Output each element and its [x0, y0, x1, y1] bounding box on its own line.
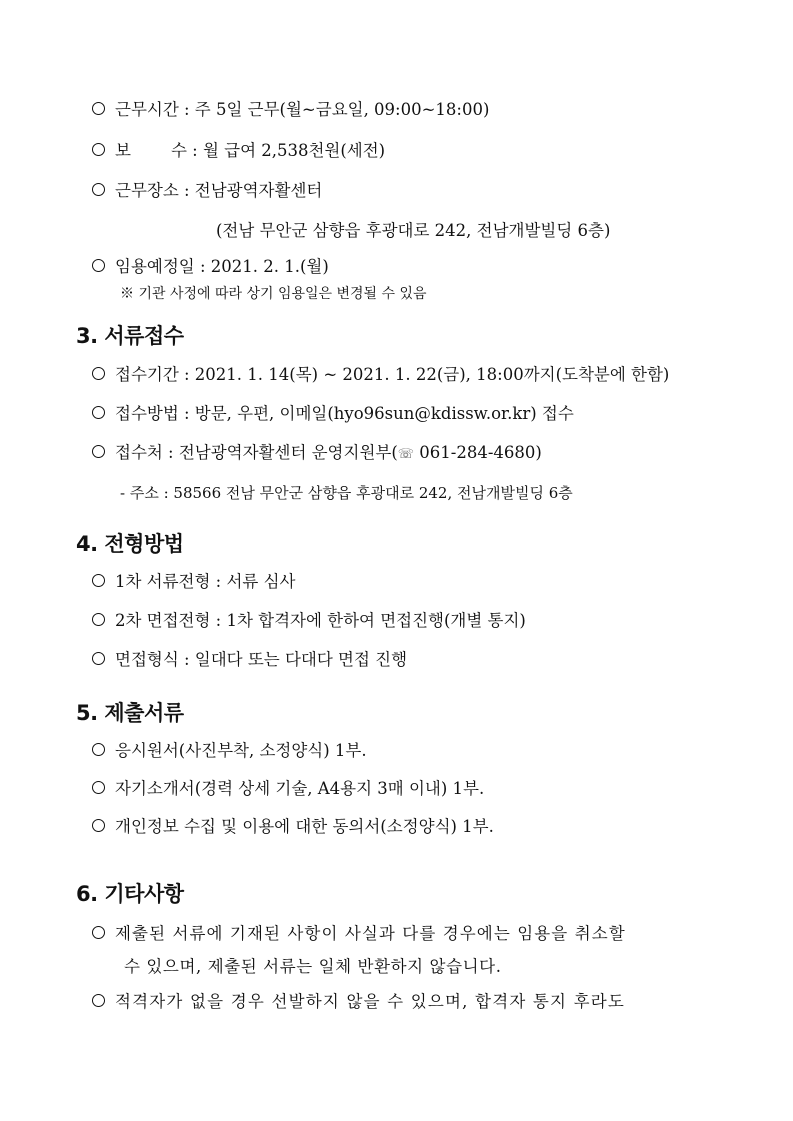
work-place-text: 근무장소 : 전남광역자활센터 — [115, 181, 323, 200]
other-item-1-line1: 제출된 서류에 기재된 사항이 사실과 다를 경우에는 임용을 취소할 — [115, 924, 626, 943]
pay-text: 수 : 월 급여 2,538천원(세전) — [170, 141, 386, 160]
receipt-address: - 주소 : 58566 전남 무안군 삼향읍 후광대로 242, 전남개발빌딩 6층 — [120, 484, 573, 502]
receipt-method-text: 접수방법 : 방문, 우편, 이메일(hyo96sun@kdissw.or.kr) 접수 — [115, 404, 574, 423]
other-item-1 — [92, 922, 626, 946]
circle-bullet-icon — [92, 367, 105, 380]
receipt-place-item — [92, 441, 542, 467]
start-date-item — [92, 255, 329, 279]
start-date-note: ※ 기관 사정에 따라 상기 임용일은 변경될 수 있음 — [120, 286, 427, 302]
circle-bullet-icon — [92, 406, 105, 419]
section-heading-6: 6. 기타사항 — [76, 882, 184, 906]
receipt-phone-text: 061-284-4680) — [414, 443, 542, 462]
work-hours-text: 근무시간 : 주 5일 근무(월~금요일, 09:00~18:00) — [115, 100, 490, 119]
start-date-text: 임용예정일 : 2021. 2. 1.(월) — [115, 257, 329, 276]
work-hours-item — [92, 98, 489, 122]
section-heading-4: 4. 전형방법 — [76, 532, 184, 556]
work-place-item — [92, 179, 322, 203]
interview-format-item — [92, 648, 407, 672]
circle-bullet-icon — [92, 743, 105, 756]
circle-bullet-icon — [92, 926, 105, 939]
work-place-address: (전남 무안군 삼향읍 후광대로 242, 전남개발빌딩 6층) — [216, 221, 611, 240]
section-heading-5: 5. 제출서류 — [76, 701, 184, 725]
pay-label: 보 — [115, 141, 131, 160]
receipt-method-item — [92, 402, 574, 426]
circle-bullet-icon — [92, 102, 105, 115]
document-item-2 — [92, 777, 484, 801]
interview-format-text: 면접형식 : 일대다 또는 다대다 면접 진행 — [115, 650, 408, 669]
screening-step1-text: 1차 서류전형 : 서류 심사 — [115, 572, 296, 591]
circle-bullet-icon — [92, 819, 105, 832]
circle-bullet-icon — [92, 994, 105, 1007]
section-heading-3: 3. 서류접수 — [76, 324, 184, 348]
circle-bullet-icon — [92, 613, 105, 626]
phone-icon: ☏ — [397, 447, 415, 462]
screening-step2-item — [92, 609, 526, 633]
pay-item — [92, 139, 385, 163]
document-item-1 — [92, 739, 367, 763]
circle-bullet-icon — [92, 183, 105, 196]
document-text-2: 자기소개서(경력 상세 기술, A4용지 3매 이내) 1부. — [115, 779, 485, 798]
circle-bullet-icon — [92, 143, 105, 156]
receipt-period-text: 접수기간 : 2021. 1. 14(목) ~ 2021. 1. 22(금), 18:00까지(도착분에 한함) — [115, 365, 670, 384]
circle-bullet-icon — [92, 574, 105, 587]
screening-step1-item — [92, 570, 296, 594]
receipt-period-item — [92, 363, 669, 387]
screening-step2-text: 2차 면접전형 : 1차 합격자에 한하여 면접진행(개별 통지) — [115, 611, 526, 630]
document-item-3 — [92, 815, 494, 839]
document-text-1: 응시원서(사진부착, 소정양식) 1부. — [115, 741, 367, 760]
circle-bullet-icon — [92, 445, 105, 458]
receipt-place-text: 접수처 : 전남광역자활센터 운영지원부( — [115, 443, 398, 462]
circle-bullet-icon — [92, 781, 105, 794]
other-item-1-line2: 수 있으며, 제출된 서류는 일체 반환하지 않습니다. — [124, 957, 502, 976]
document-text-3: 개인정보 수집 및 이용에 대한 동의서(소정양식) 1부. — [115, 817, 494, 836]
circle-bullet-icon — [92, 259, 105, 272]
other-item-2-line1: 적격자가 없을 경우 선발하지 않을 수 있으며, 합격자 통지 후라도 — [115, 992, 626, 1011]
circle-bullet-icon — [92, 652, 105, 665]
other-item-2 — [92, 990, 625, 1014]
